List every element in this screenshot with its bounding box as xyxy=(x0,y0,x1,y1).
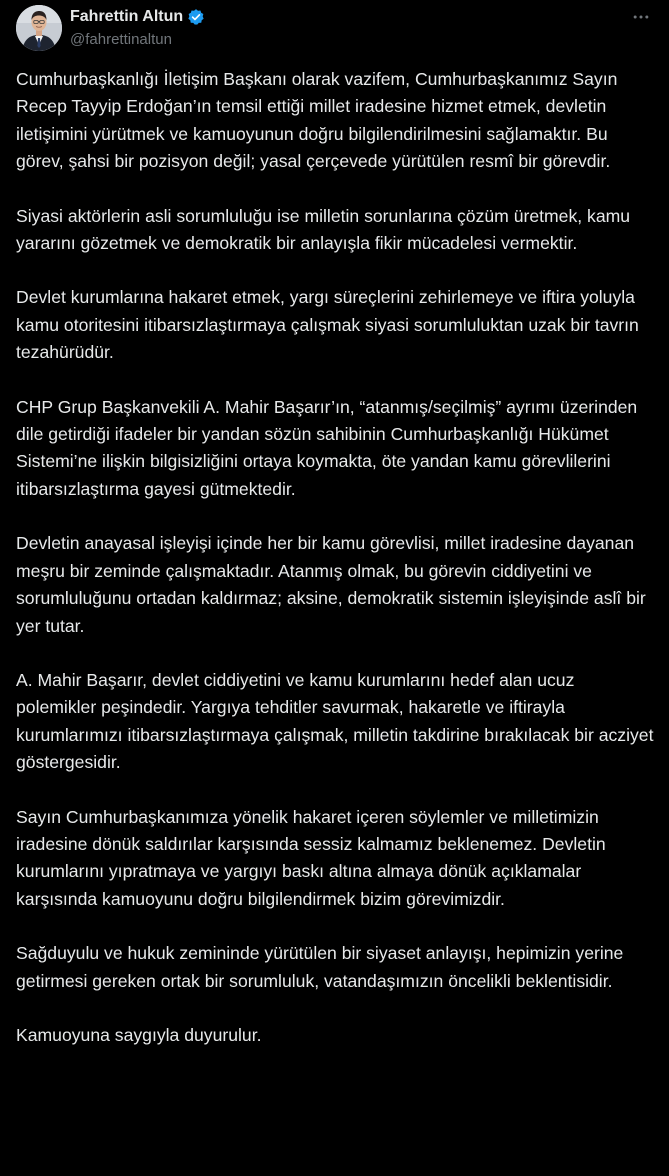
tweet-paragraph: A. Mahir Başarır, devlet ciddiyetini ve kamu kurumlarını hedef alan ucuz polemikler peşindedir. Yargıya tehditler savurmak, hakaretle ve iftirayla kurumlarımızı itibarsızlaştırmaya çalışmak, milletin takdirine bırakılacak bir acziyet göstergesidir. xyxy=(16,669,654,773)
tweet-header xyxy=(0,0,669,64)
tweet-paragraph: Sağduyulu ve hukuk zemininde yürütülen bir siyaset anlayışı, hepimizin yerine getirmesi gereken ortak bir sorumluluk, vatandaşımızın öncelikli beklentisidir. xyxy=(16,943,624,991)
tweet-text xyxy=(16,66,656,1076)
tweet-paragraph: Siyasi aktörlerin asli sorumluluğu ise milletin sorunlarına çözüm üretmek, kamu yararını gözetmek ve demokratik bir anlayışla fikir mücadelesi vermektir. xyxy=(16,205,631,254)
display-name[interactable]: Fahrettin Altun xyxy=(70,8,184,25)
profile-photo xyxy=(16,5,62,51)
verified-badge-icon xyxy=(187,8,205,26)
user-handle[interactable]: @fahrettinaltun xyxy=(70,31,172,48)
tweet-paragraph: Sayın Cumhurbaşkanımıza yönelik hakaret içeren söylemler ve milletimizin iradesine dönük saldırılar karşısında sessiz kalmamız beklenemez. Devletin kurumlarını yıpratmaya ve yargıyı baskı altına almaya dönük açıklamalar karşısında kamuoyunu doğru bilgilendirmek bizim görevimizdir. xyxy=(16,806,606,909)
name-row xyxy=(70,6,205,28)
tweet-paragraph: CHP Grup Başkanvekili A. Mahir Başarır’ın, “atanmış/seçilmiş” ayrımı üzerinden dile getirdiği ifadeler bir yandan sözün sahibinin Cumhurbaşkanlığı Hükümet Sistemi’ne ilişkin bilgisizliğini ortaya koymakta, öte yandan kamu görevlilerini itibarsızlaştırma gayesi gütmektedir. xyxy=(16,396,638,499)
more-options-icon[interactable] xyxy=(630,6,652,28)
tweet-paragraph: Kamuoyuna saygıyla duyurulur. xyxy=(16,1024,262,1045)
avatar[interactable] xyxy=(16,5,62,51)
tweet-paragraph: Devletin anayasal işleyişi içinde her bir kamu görevlisi, millet iradesine dayanan meşru bir zeminde çalışmaktadır. Atanmış olmak, bu görevin ciddiyetini ve sorumluluğunu ortadan kaldırmaz; aksine, demokratik sistemin işleyişinde aslî bir yer tutar. xyxy=(16,533,646,636)
tweet-paragraph: Devlet kurumlarına hakaret etmek, yargı süreçlerini zehirlemeye ve iftira yoluyla kamu otoritesini itibarsızlaştırmaya çalışmak siyasi sorumluluktan uzak bir tavrın tezahürüdür. xyxy=(16,287,639,363)
tweet-paragraph: Cumhurbaşkanlığı İletişim Başkanı olarak vazifem, Cumhurbaşkanımız Sayın Recep Tayyip Erdoğan’ın temsil ettiği millet iradesine hizmet etmek, devletin iletişimini yürütmek ve kamuoyunun doğru bilgilendirilmesini sağlamaktır. Bu görev, şahsi bir pozisyon değil; yasal çerçevede yürütülen resmî bir görevdir. xyxy=(16,69,618,172)
